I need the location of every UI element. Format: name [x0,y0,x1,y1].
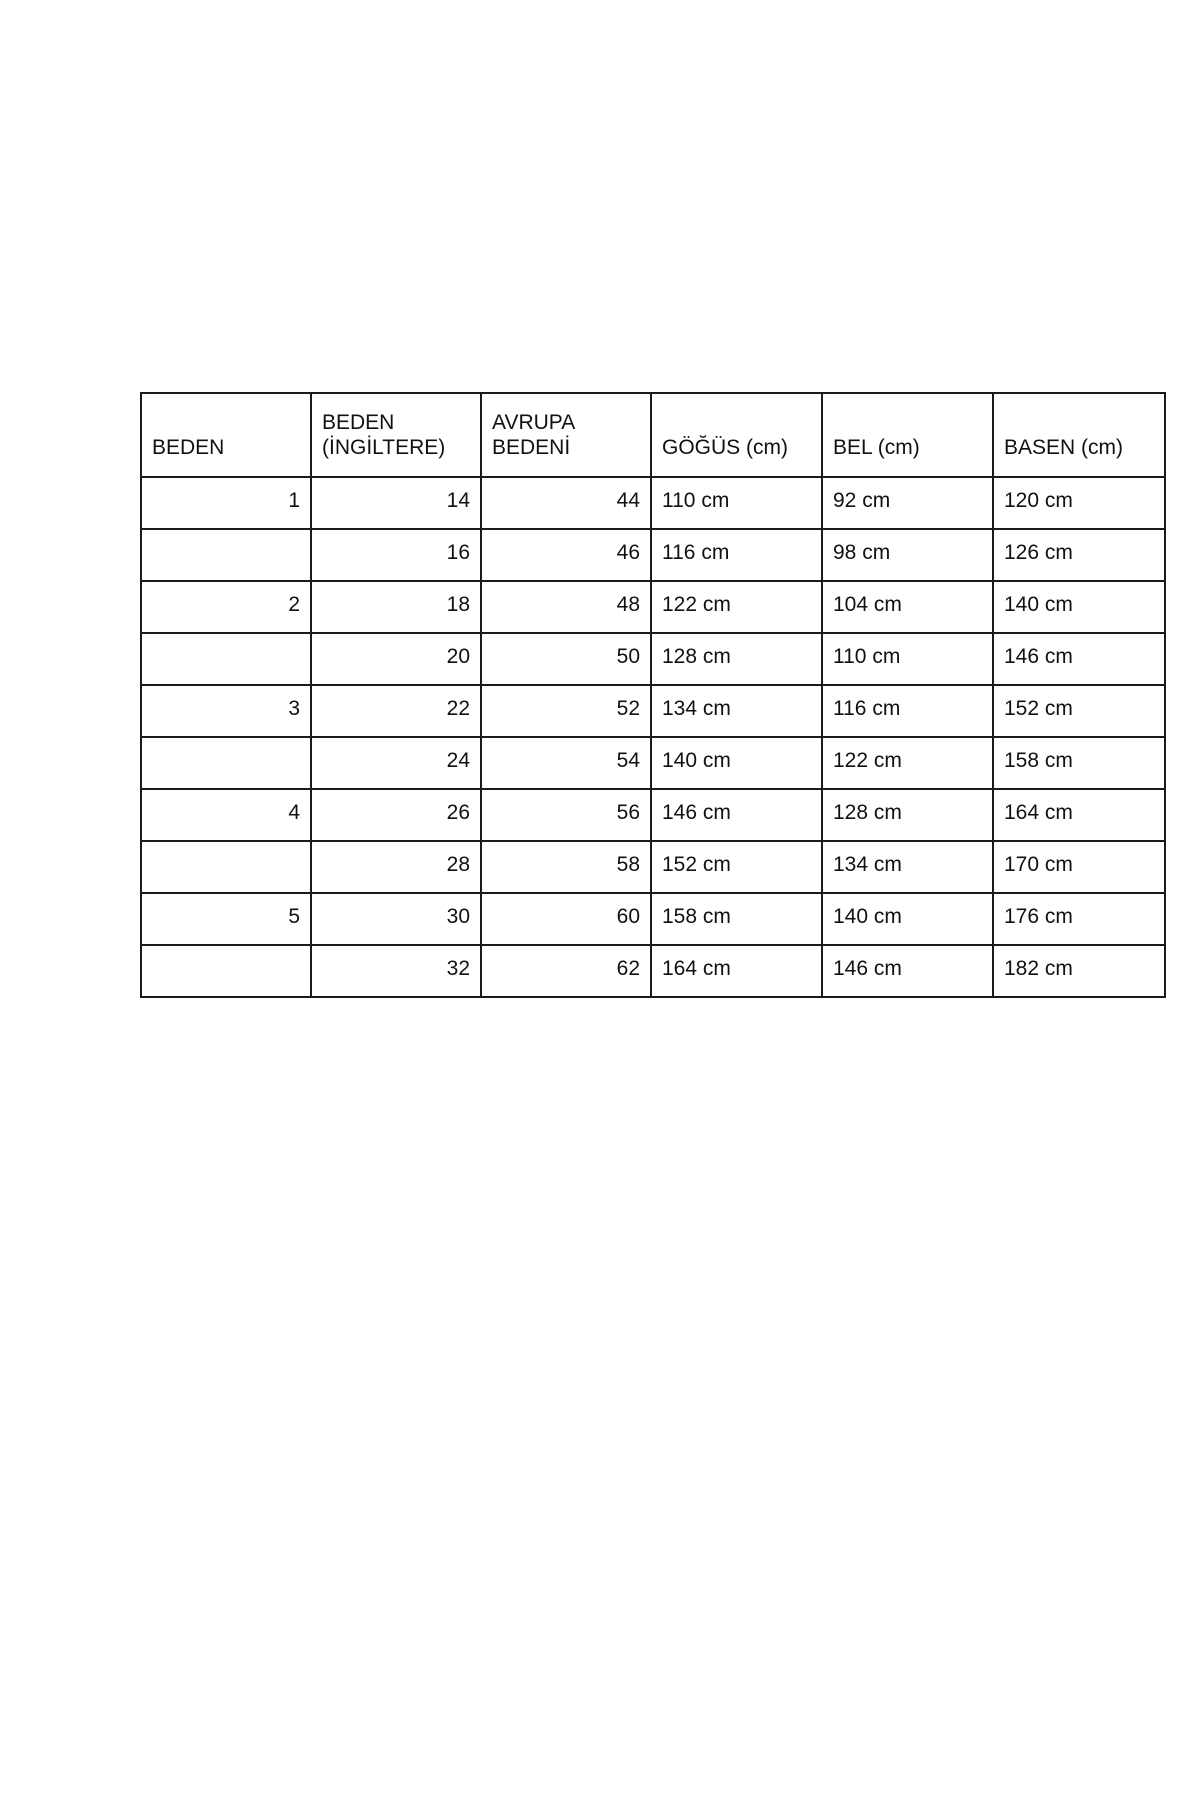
cell-bel: 104 cm [822,581,993,633]
table-row [141,945,1165,997]
cell-avrupa-bedeni: 44 [481,477,651,529]
cell-basen: 170 cm [993,841,1165,893]
size-chart-body [141,393,1165,997]
header-beden-ingiltere: BEDEN (İNGİLTERE) [311,393,481,477]
table-row [141,581,1165,633]
table-row [141,841,1165,893]
cell-gogus: 134 cm [651,685,822,737]
cell-beden [141,841,311,893]
cell-bel: 134 cm [822,841,993,893]
cell-basen: 140 cm [993,581,1165,633]
cell-beden [141,737,311,789]
cell-beden-ingiltere: 32 [311,945,481,997]
header-gogus: GÖĞÜS (cm) [651,393,822,477]
cell-gogus: 152 cm [651,841,822,893]
cell-beden-ingiltere: 18 [311,581,481,633]
cell-gogus: 164 cm [651,945,822,997]
cell-gogus: 128 cm [651,633,822,685]
cell-basen: 126 cm [993,529,1165,581]
cell-beden-ingiltere: 22 [311,685,481,737]
cell-avrupa-bedeni: 54 [481,737,651,789]
cell-gogus: 110 cm [651,477,822,529]
cell-bel: 122 cm [822,737,993,789]
cell-beden-ingiltere: 24 [311,737,481,789]
table-row [141,477,1165,529]
cell-gogus: 122 cm [651,581,822,633]
cell-gogus: 158 cm [651,893,822,945]
cell-gogus: 140 cm [651,737,822,789]
size-chart-table [140,392,1166,998]
table-row [141,685,1165,737]
cell-basen: 158 cm [993,737,1165,789]
cell-basen: 152 cm [993,685,1165,737]
cell-bel: 98 cm [822,529,993,581]
cell-avrupa-bedeni: 46 [481,529,651,581]
cell-avrupa-bedeni: 52 [481,685,651,737]
cell-gogus: 116 cm [651,529,822,581]
cell-basen: 176 cm [993,893,1165,945]
cell-avrupa-bedeni: 50 [481,633,651,685]
table-row [141,789,1165,841]
cell-avrupa-bedeni: 58 [481,841,651,893]
cell-beden: 1 [141,477,311,529]
table-row [141,737,1165,789]
cell-bel: 92 cm [822,477,993,529]
table-row [141,633,1165,685]
cell-avrupa-bedeni: 60 [481,893,651,945]
table-row [141,529,1165,581]
table-row [141,893,1165,945]
header-avrupa-bedeni: AVRUPA BEDENİ [481,393,651,477]
cell-avrupa-bedeni: 48 [481,581,651,633]
cell-bel: 110 cm [822,633,993,685]
cell-basen: 182 cm [993,945,1165,997]
cell-beden [141,633,311,685]
cell-basen: 146 cm [993,633,1165,685]
cell-basen: 120 cm [993,477,1165,529]
cell-avrupa-bedeni: 62 [481,945,651,997]
header-basen: BASEN (cm) [993,393,1165,477]
cell-beden-ingiltere: 30 [311,893,481,945]
cell-gogus: 146 cm [651,789,822,841]
header-beden: BEDEN [141,393,311,477]
cell-beden [141,529,311,581]
cell-bel: 146 cm [822,945,993,997]
cell-avrupa-bedeni: 56 [481,789,651,841]
cell-bel: 128 cm [822,789,993,841]
cell-beden-ingiltere: 28 [311,841,481,893]
cell-beden-ingiltere: 14 [311,477,481,529]
cell-beden-ingiltere: 20 [311,633,481,685]
cell-beden-ingiltere: 26 [311,789,481,841]
cell-bel: 140 cm [822,893,993,945]
cell-beden-ingiltere: 16 [311,529,481,581]
cell-basen: 164 cm [993,789,1165,841]
cell-beden [141,945,311,997]
cell-beden: 5 [141,893,311,945]
table-header-row [141,393,1165,477]
cell-bel: 116 cm [822,685,993,737]
cell-beden: 4 [141,789,311,841]
cell-beden: 2 [141,581,311,633]
cell-beden: 3 [141,685,311,737]
header-bel: BEL (cm) [822,393,993,477]
